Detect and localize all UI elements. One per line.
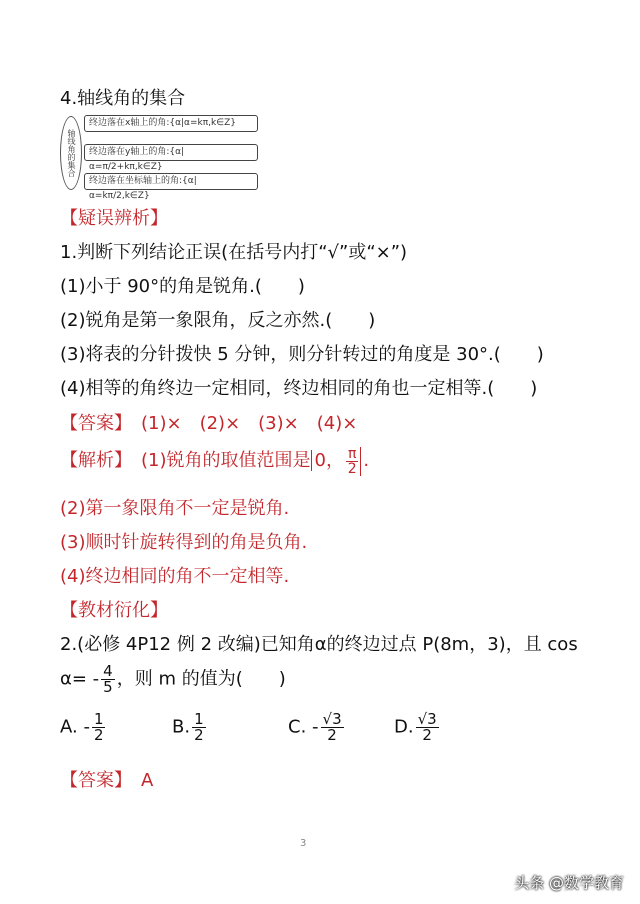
q1-item: (2)锐角是第一象限角，反之亦然.( )	[60, 310, 376, 331]
analysis-item: (2)第一象限角不一定是锐角.	[60, 498, 290, 519]
answer-1	[60, 409, 357, 435]
q2-text: ，则 m 的值为( )	[116, 668, 286, 690]
diagram-item: 终边落在坐标轴上的角:{α|α=kπ/2,k∈Z}	[84, 173, 258, 190]
question-2-line2	[60, 664, 286, 695]
question-1: 1.判断下列结论正误(在括号内打“√”或“×”)	[60, 242, 408, 263]
section-title: 4.轴线角的集合	[60, 88, 186, 109]
answer-text: (1)× (2)× (3)× (4)×	[141, 413, 358, 434]
q1-item: (1)小于 90°的角是锐角.( )	[60, 276, 305, 297]
frac-den: 2	[422, 726, 432, 744]
frac-den: 2	[93, 726, 104, 744]
question-2-line1: 2.(必修 4P12 例 2 改编)已知角α的终边过点 P(8m，3)，且 cos	[60, 634, 578, 655]
option-b	[172, 712, 208, 743]
option-label: A. -	[60, 716, 90, 738]
analysis-item: (4)终边相同的角不一定相等.	[60, 566, 290, 587]
frac-den: 5	[103, 678, 113, 696]
frac-den: 2	[194, 726, 204, 744]
heading-error-analysis: 【疑误辨析】	[60, 208, 168, 229]
option-label: B.	[172, 716, 191, 738]
analysis-item: (3)顺时针旋转得到的角是负角.	[60, 532, 308, 553]
frac-den: 2	[347, 460, 357, 477]
frac-num: 4	[103, 662, 113, 680]
q2-text: α= -	[60, 668, 100, 690]
frac-num: 1	[194, 710, 204, 728]
diagram-label: 轴线角的集合	[60, 116, 82, 190]
frac-num: π	[347, 445, 357, 462]
option-d	[394, 712, 441, 743]
q1-item: (3)将表的分针拨快 5 分钟，则分针转过的角度是 30°.( )	[60, 344, 544, 365]
option-label: D.	[394, 716, 414, 738]
option-label: C. -	[288, 716, 319, 738]
diagram-item: 终边落在x轴上的角:{α|α=kπ,k∈Z}	[84, 115, 258, 132]
page-number: 3	[300, 838, 307, 849]
heading-textbook: 【教材衍化】	[60, 600, 168, 621]
analysis-label: 【解析】	[60, 450, 123, 471]
frac-num: √3	[417, 710, 437, 728]
option-a	[60, 712, 107, 743]
answer-label: 【答案】	[60, 413, 123, 434]
answer-label: 【答案】	[60, 770, 123, 791]
frac-den: 2	[327, 726, 337, 744]
analysis-1: 【解析】 (1)锐角的取值范围是 0， $\frac{\pi}{2}$ .	[60, 445, 370, 477]
diagram-item: 终边落在y轴上的角:{α|α=π/2+kπ,k∈Z}	[84, 144, 258, 161]
answer-2	[60, 766, 153, 792]
frac-num: 1	[93, 710, 104, 728]
answer-text: A	[141, 770, 154, 791]
option-c	[288, 712, 346, 743]
frac-num: √3	[322, 710, 342, 728]
axis-angle-diagram	[58, 112, 258, 201]
watermark: 头条 @数学教育	[514, 874, 624, 892]
analysis-text: (1)锐角的取值范围是	[141, 450, 311, 471]
interval-open: 0，	[311, 450, 344, 471]
q1-item: (4)相等的角终边一定相同，终边相同的角也一定相等.( )	[60, 378, 538, 399]
